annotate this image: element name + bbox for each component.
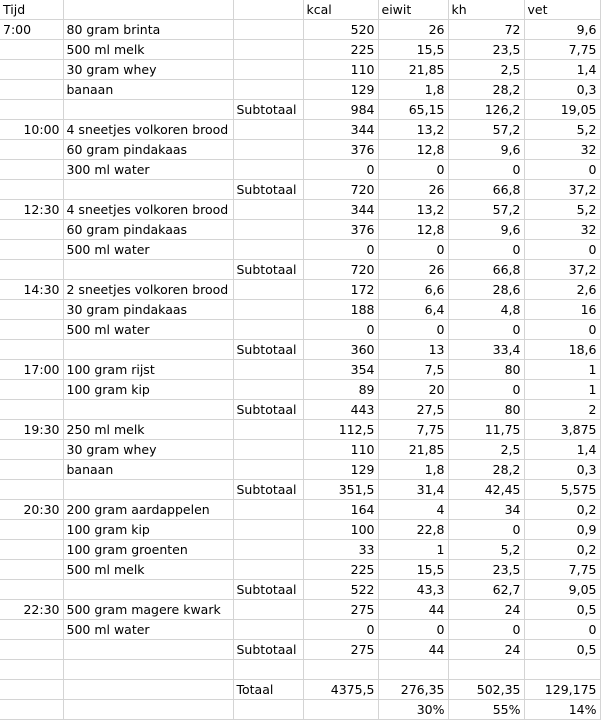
cell-label[interactable]: Subtotaal bbox=[233, 100, 303, 120]
cell-eiwit[interactable]: 12,8 bbox=[378, 220, 448, 240]
cell-item[interactable]: 500 ml melk bbox=[63, 40, 233, 60]
cell-kcal[interactable]: 0 bbox=[303, 620, 378, 640]
cell-label[interactable] bbox=[233, 460, 303, 480]
cell-label[interactable] bbox=[233, 200, 303, 220]
cell-time[interactable] bbox=[0, 180, 63, 200]
cell-item[interactable] bbox=[63, 400, 233, 420]
cell-item[interactable]: 100 gram kip bbox=[63, 380, 233, 400]
cell-item[interactable] bbox=[63, 580, 233, 600]
cell-label[interactable]: Subtotaal bbox=[233, 640, 303, 660]
table-row bbox=[0, 180, 600, 200]
cell-kcal[interactable]: 275 bbox=[303, 600, 378, 620]
cell-eiwit[interactable]: 7,75 bbox=[378, 420, 448, 440]
cell-kcal[interactable]: 443 bbox=[303, 400, 378, 420]
table-row bbox=[0, 220, 600, 240]
cell-kcal[interactable]: 225 bbox=[303, 560, 378, 580]
cell-kcal[interactable]: 0 bbox=[303, 160, 378, 180]
cell-kh[interactable]: 0 bbox=[448, 380, 524, 400]
cell-kh[interactable]: 80 bbox=[448, 360, 524, 380]
cell-kcal[interactable]: 188 bbox=[303, 300, 378, 320]
header-cell-label[interactable] bbox=[233, 0, 303, 20]
table-row bbox=[0, 600, 600, 620]
cell-kh[interactable]: 9,6 bbox=[448, 220, 524, 240]
cell-label[interactable] bbox=[233, 500, 303, 520]
cell-kh[interactable]: 28,2 bbox=[448, 80, 524, 100]
cell-item[interactable] bbox=[63, 180, 233, 200]
cell-item[interactable]: 500 ml melk bbox=[63, 560, 233, 580]
cell-kcal[interactable]: 354 bbox=[303, 360, 378, 380]
cell-kh[interactable]: 80 bbox=[448, 400, 524, 420]
cell-kh[interactable]: 66,8 bbox=[448, 260, 524, 280]
cell-kh[interactable]: 23,5 bbox=[448, 560, 524, 580]
cell-kh[interactable]: 9,6 bbox=[448, 140, 524, 160]
cell-kh[interactable] bbox=[448, 660, 524, 680]
cell-vet[interactable]: 5,2 bbox=[524, 120, 600, 140]
cell-vet[interactable]: 37,2 bbox=[524, 260, 600, 280]
cell-eiwit[interactable]: 0 bbox=[378, 620, 448, 640]
cell-kh[interactable]: 4,8 bbox=[448, 300, 524, 320]
cell-eiwit[interactable]: 26 bbox=[378, 20, 448, 40]
cell-kh[interactable]: 2,5 bbox=[448, 60, 524, 80]
table-row bbox=[0, 580, 600, 600]
cell-kcal[interactable]: 376 bbox=[303, 140, 378, 160]
cell-kh[interactable]: 24 bbox=[448, 640, 524, 660]
cell-kcal[interactable]: 172 bbox=[303, 280, 378, 300]
cell-eiwit[interactable]: 43,3 bbox=[378, 580, 448, 600]
cell-vet[interactable]: 18,6 bbox=[524, 340, 600, 360]
cell-vet[interactable]: 0 bbox=[524, 240, 600, 260]
cell-vet[interactable]: 1 bbox=[524, 360, 600, 380]
cell-eiwit[interactable]: 44 bbox=[378, 640, 448, 660]
table-row bbox=[0, 400, 600, 420]
cell-vet[interactable]: 0,2 bbox=[524, 500, 600, 520]
cell-time[interactable] bbox=[0, 260, 63, 280]
cell-kh[interactable]: 23,5 bbox=[448, 40, 524, 60]
cell-kcal[interactable]: 376 bbox=[303, 220, 378, 240]
cell-vet[interactable]: 1 bbox=[524, 380, 600, 400]
cell-time[interactable] bbox=[0, 640, 63, 660]
cell-label[interactable]: Subtotaal bbox=[233, 260, 303, 280]
table-row bbox=[0, 40, 600, 60]
cell-kh[interactable]: 57,2 bbox=[448, 120, 524, 140]
cell-vet[interactable]: 32 bbox=[524, 220, 600, 240]
cell-time[interactable] bbox=[0, 160, 63, 180]
cell-label[interactable] bbox=[233, 380, 303, 400]
cell-vet[interactable]: 9,6 bbox=[524, 20, 600, 40]
cell-kh[interactable]: 2,5 bbox=[448, 440, 524, 460]
cell-label[interactable] bbox=[233, 20, 303, 40]
cell-label[interactable] bbox=[233, 700, 303, 720]
cell-kcal[interactable]: 0 bbox=[303, 240, 378, 260]
cell-label[interactable] bbox=[233, 440, 303, 460]
cell-vet[interactable]: 0,5 bbox=[524, 640, 600, 660]
cell-kcal[interactable]: 522 bbox=[303, 580, 378, 600]
cell-kh[interactable]: 33,4 bbox=[448, 340, 524, 360]
table-row bbox=[0, 700, 600, 720]
cell-kcal[interactable]: 129 bbox=[303, 80, 378, 100]
table-row bbox=[0, 260, 600, 280]
cell-eiwit[interactable]: 20 bbox=[378, 380, 448, 400]
cell-time[interactable] bbox=[0, 100, 63, 120]
cell-label[interactable] bbox=[233, 220, 303, 240]
table-row bbox=[0, 540, 600, 560]
cell-eiwit[interactable]: 13 bbox=[378, 340, 448, 360]
cell-eiwit[interactable]: 31,4 bbox=[378, 480, 448, 500]
cell-time[interactable]: 7:00 bbox=[0, 20, 63, 40]
cell-kcal[interactable]: 225 bbox=[303, 40, 378, 60]
cell-time[interactable] bbox=[0, 220, 63, 240]
cell-kh[interactable]: 24 bbox=[448, 600, 524, 620]
cell-vet[interactable]: 2,6 bbox=[524, 280, 600, 300]
cell-label[interactable] bbox=[233, 420, 303, 440]
cell-kh[interactable]: 0 bbox=[448, 160, 524, 180]
cell-kcal[interactable] bbox=[303, 660, 378, 680]
cell-eiwit[interactable]: 1,8 bbox=[378, 80, 448, 100]
cell-eiwit[interactable]: 1,8 bbox=[378, 460, 448, 480]
cell-label[interactable]: Subtotaal bbox=[233, 400, 303, 420]
cell-label[interactable]: Totaal bbox=[233, 680, 303, 700]
cell-label[interactable] bbox=[233, 560, 303, 580]
table-row bbox=[0, 640, 600, 660]
cell-label[interactable] bbox=[233, 520, 303, 540]
cell-time[interactable] bbox=[0, 340, 63, 360]
cell-kh[interactable]: 66,8 bbox=[448, 180, 524, 200]
cell-kcal[interactable]: 0 bbox=[303, 320, 378, 340]
cell-label[interactable] bbox=[233, 140, 303, 160]
cell-eiwit[interactable]: 15,5 bbox=[378, 40, 448, 60]
cell-time[interactable]: 12:30 bbox=[0, 200, 63, 220]
cell-kcal[interactable]: 275 bbox=[303, 640, 378, 660]
cell-item[interactable]: banaan bbox=[63, 80, 233, 100]
cell-item[interactable]: 30 gram whey bbox=[63, 60, 233, 80]
cell-vet[interactable]: 7,75 bbox=[524, 40, 600, 60]
cell-time[interactable] bbox=[0, 540, 63, 560]
cell-vet[interactable]: 129,175 bbox=[524, 680, 600, 700]
cell-label[interactable] bbox=[233, 660, 303, 680]
cell-time[interactable] bbox=[0, 560, 63, 580]
cell-time[interactable] bbox=[0, 240, 63, 260]
cell-time[interactable]: 17:00 bbox=[0, 360, 63, 380]
cell-eiwit[interactable]: 13,2 bbox=[378, 120, 448, 140]
cell-label[interactable] bbox=[233, 120, 303, 140]
cell-vet[interactable]: 14% bbox=[524, 700, 600, 720]
cell-eiwit[interactable]: 65,15 bbox=[378, 100, 448, 120]
cell-kh[interactable]: 502,35 bbox=[448, 680, 524, 700]
cell-item[interactable]: 500 gram magere kwark bbox=[63, 600, 233, 620]
header-cell-vet[interactable]: vet bbox=[524, 0, 600, 20]
cell-eiwit[interactable]: 276,35 bbox=[378, 680, 448, 700]
table-row bbox=[0, 360, 600, 380]
cell-eiwit[interactable]: 12,8 bbox=[378, 140, 448, 160]
table-row bbox=[0, 660, 600, 680]
table-row bbox=[0, 340, 600, 360]
cell-kcal[interactable]: 720 bbox=[303, 180, 378, 200]
cell-kcal[interactable]: 89 bbox=[303, 380, 378, 400]
cell-vet[interactable]: 32 bbox=[524, 140, 600, 160]
cell-item[interactable]: 80 gram brinta bbox=[63, 20, 233, 40]
cell-label[interactable] bbox=[233, 300, 303, 320]
table-row bbox=[0, 460, 600, 480]
cell-vet[interactable]: 3,875 bbox=[524, 420, 600, 440]
cell-item[interactable]: 200 gram aardappelen bbox=[63, 500, 233, 520]
cell-label[interactable] bbox=[233, 620, 303, 640]
cell-time[interactable] bbox=[0, 60, 63, 80]
cell-time[interactable] bbox=[0, 300, 63, 320]
table-row bbox=[0, 480, 600, 500]
table-row bbox=[0, 620, 600, 640]
cell-eiwit[interactable]: 6,4 bbox=[378, 300, 448, 320]
cell-time[interactable]: 22:30 bbox=[0, 600, 63, 620]
cell-vet[interactable]: 0,3 bbox=[524, 80, 600, 100]
cell-kh[interactable]: 42,45 bbox=[448, 480, 524, 500]
cell-eiwit[interactable]: 21,85 bbox=[378, 440, 448, 460]
cell-kh[interactable]: 0 bbox=[448, 240, 524, 260]
table-row bbox=[0, 420, 600, 440]
cell-item[interactable] bbox=[63, 640, 233, 660]
cell-vet[interactable]: 0,9 bbox=[524, 520, 600, 540]
table-row bbox=[0, 320, 600, 340]
header-cell-item[interactable] bbox=[63, 0, 233, 20]
table-row bbox=[0, 560, 600, 580]
cell-label[interactable] bbox=[233, 80, 303, 100]
cell-vet[interactable]: 16 bbox=[524, 300, 600, 320]
cell-eiwit[interactable]: 26 bbox=[378, 260, 448, 280]
cell-time[interactable] bbox=[0, 520, 63, 540]
cell-eiwit[interactable]: 13,2 bbox=[378, 200, 448, 220]
cell-time[interactable] bbox=[0, 80, 63, 100]
cell-item[interactable]: 2 sneetjes volkoren brood bbox=[63, 280, 233, 300]
cell-kh[interactable]: 0 bbox=[448, 520, 524, 540]
table-row bbox=[0, 280, 600, 300]
cell-item[interactable]: 500 ml water bbox=[63, 320, 233, 340]
table-row bbox=[0, 300, 600, 320]
cell-label[interactable]: Subtotaal bbox=[233, 340, 303, 360]
cell-vet[interactable] bbox=[524, 660, 600, 680]
cell-vet[interactable]: 0 bbox=[524, 320, 600, 340]
cell-kcal[interactable]: 520 bbox=[303, 20, 378, 40]
cell-time[interactable] bbox=[0, 140, 63, 160]
cell-time[interactable] bbox=[0, 40, 63, 60]
table-row bbox=[0, 120, 600, 140]
cell-kcal[interactable]: 720 bbox=[303, 260, 378, 280]
cell-vet[interactable]: 5,575 bbox=[524, 480, 600, 500]
cell-item[interactable] bbox=[63, 260, 233, 280]
cell-vet[interactable]: 0 bbox=[524, 160, 600, 180]
table-row bbox=[0, 80, 600, 100]
table-row bbox=[0, 520, 600, 540]
cell-eiwit[interactable]: 26 bbox=[378, 180, 448, 200]
table-row bbox=[0, 680, 600, 700]
cell-kh[interactable]: 28,6 bbox=[448, 280, 524, 300]
cell-kcal[interactable]: 33 bbox=[303, 540, 378, 560]
table-row bbox=[0, 500, 600, 520]
cell-kh[interactable]: 55% bbox=[448, 700, 524, 720]
cell-time[interactable] bbox=[0, 660, 63, 680]
cell-vet[interactable]: 1,4 bbox=[524, 440, 600, 460]
table-row bbox=[0, 100, 600, 120]
cell-item[interactable] bbox=[63, 680, 233, 700]
cell-time[interactable] bbox=[0, 680, 63, 700]
cell-kcal[interactable] bbox=[303, 700, 378, 720]
cell-label[interactable] bbox=[233, 320, 303, 340]
cell-kcal[interactable]: 110 bbox=[303, 60, 378, 80]
header-cell-kh[interactable]: kh bbox=[448, 0, 524, 20]
cell-label[interactable]: Subtotaal bbox=[233, 580, 303, 600]
cell-label[interactable] bbox=[233, 240, 303, 260]
cell-time[interactable] bbox=[0, 440, 63, 460]
cell-label[interactable] bbox=[233, 280, 303, 300]
cell-kh[interactable]: 28,2 bbox=[448, 460, 524, 480]
header-cell-kcal[interactable]: kcal bbox=[303, 0, 378, 20]
cell-item[interactable] bbox=[63, 480, 233, 500]
cell-time[interactable]: 19:30 bbox=[0, 420, 63, 440]
cell-item[interactable]: 300 ml water bbox=[63, 160, 233, 180]
cell-time[interactable]: 20:30 bbox=[0, 500, 63, 520]
cell-item[interactable]: 30 gram whey bbox=[63, 440, 233, 460]
table-row bbox=[0, 60, 600, 80]
cell-kh[interactable]: 57,2 bbox=[448, 200, 524, 220]
cell-eiwit[interactable]: 4 bbox=[378, 500, 448, 520]
cell-vet[interactable]: 9,05 bbox=[524, 580, 600, 600]
cell-item[interactable]: 100 gram rijst bbox=[63, 360, 233, 380]
cell-kcal[interactable]: 360 bbox=[303, 340, 378, 360]
cell-kcal[interactable]: 110 bbox=[303, 440, 378, 460]
cell-vet[interactable]: 5,2 bbox=[524, 200, 600, 220]
cell-time[interactable] bbox=[0, 620, 63, 640]
table-row bbox=[0, 440, 600, 460]
cell-time[interactable] bbox=[0, 580, 63, 600]
cell-kcal[interactable]: 164 bbox=[303, 500, 378, 520]
table-row bbox=[0, 240, 600, 260]
cell-vet[interactable]: 0,5 bbox=[524, 600, 600, 620]
table-row bbox=[0, 380, 600, 400]
cell-item[interactable] bbox=[63, 340, 233, 360]
cell-time[interactable] bbox=[0, 380, 63, 400]
cell-item[interactable]: 250 ml melk bbox=[63, 420, 233, 440]
cell-kh[interactable]: 0 bbox=[448, 320, 524, 340]
cell-vet[interactable]: 1,4 bbox=[524, 60, 600, 80]
cell-label[interactable] bbox=[233, 540, 303, 560]
cell-label[interactable] bbox=[233, 40, 303, 60]
cell-item[interactable]: 4 sneetjes volkoren brood bbox=[63, 200, 233, 220]
cell-eiwit[interactable]: 44 bbox=[378, 600, 448, 620]
cell-kcal[interactable]: 344 bbox=[303, 200, 378, 220]
cell-kcal[interactable]: 4375,5 bbox=[303, 680, 378, 700]
cell-kcal[interactable]: 344 bbox=[303, 120, 378, 140]
cell-eiwit[interactable]: 27,5 bbox=[378, 400, 448, 420]
cell-time[interactable] bbox=[0, 700, 63, 720]
cell-vet[interactable]: 37,2 bbox=[524, 180, 600, 200]
cell-item[interactable]: 100 gram kip bbox=[63, 520, 233, 540]
cell-kh[interactable]: 5,2 bbox=[448, 540, 524, 560]
cell-kh[interactable]: 62,7 bbox=[448, 580, 524, 600]
cell-item[interactable]: 500 ml water bbox=[63, 620, 233, 640]
cell-item[interactable] bbox=[63, 700, 233, 720]
table-row bbox=[0, 140, 600, 160]
cell-eiwit[interactable]: 0 bbox=[378, 240, 448, 260]
cell-item[interactable]: 60 gram pindakaas bbox=[63, 220, 233, 240]
cell-eiwit[interactable]: 0 bbox=[378, 160, 448, 180]
cell-eiwit[interactable]: 22,8 bbox=[378, 520, 448, 540]
cell-eiwit[interactable] bbox=[378, 660, 448, 680]
cell-label[interactable] bbox=[233, 360, 303, 380]
cell-kh[interactable]: 34 bbox=[448, 500, 524, 520]
cell-eiwit[interactable]: 21,85 bbox=[378, 60, 448, 80]
cell-vet[interactable]: 19,05 bbox=[524, 100, 600, 120]
cell-label[interactable] bbox=[233, 600, 303, 620]
cell-eiwit[interactable]: 0 bbox=[378, 320, 448, 340]
cell-time[interactable] bbox=[0, 460, 63, 480]
cell-item[interactable] bbox=[63, 100, 233, 120]
cell-vet[interactable]: 0,3 bbox=[524, 460, 600, 480]
cell-eiwit[interactable]: 6,6 bbox=[378, 280, 448, 300]
cell-time[interactable] bbox=[0, 320, 63, 340]
cell-kh[interactable]: 11,75 bbox=[448, 420, 524, 440]
cell-vet[interactable]: 0 bbox=[524, 620, 600, 640]
cell-item[interactable]: 100 gram groenten bbox=[63, 540, 233, 560]
cell-eiwit[interactable]: 7,5 bbox=[378, 360, 448, 380]
cell-label[interactable]: Subtotaal bbox=[233, 480, 303, 500]
cell-time[interactable] bbox=[0, 400, 63, 420]
header-cell-time[interactable]: Tijd bbox=[0, 0, 63, 20]
cell-kcal[interactable]: 100 bbox=[303, 520, 378, 540]
cell-time[interactable] bbox=[0, 480, 63, 500]
cell-vet[interactable]: 2 bbox=[524, 400, 600, 420]
cell-item[interactable]: 60 gram pindakaas bbox=[63, 140, 233, 160]
header-cell-eiwit[interactable]: eiwit bbox=[378, 0, 448, 20]
cell-item[interactable] bbox=[63, 660, 233, 680]
cell-item[interactable]: banaan bbox=[63, 460, 233, 480]
cell-kcal[interactable]: 129 bbox=[303, 460, 378, 480]
cell-kcal[interactable]: 351,5 bbox=[303, 480, 378, 500]
table-row bbox=[0, 200, 600, 220]
cell-label[interactable] bbox=[233, 60, 303, 80]
header-row bbox=[0, 0, 600, 20]
cell-kh[interactable]: 0 bbox=[448, 620, 524, 640]
cell-kh[interactable]: 72 bbox=[448, 20, 524, 40]
cell-time[interactable]: 10:00 bbox=[0, 120, 63, 140]
cell-item[interactable]: 30 gram pindakaas bbox=[63, 300, 233, 320]
cell-time[interactable]: 14:30 bbox=[0, 280, 63, 300]
cell-label[interactable]: Subtotaal bbox=[233, 180, 303, 200]
cell-kcal[interactable]: 112,5 bbox=[303, 420, 378, 440]
cell-eiwit[interactable]: 1 bbox=[378, 540, 448, 560]
cell-item[interactable]: 500 ml water bbox=[63, 240, 233, 260]
table-row bbox=[0, 20, 600, 40]
cell-eiwit[interactable]: 15,5 bbox=[378, 560, 448, 580]
cell-label[interactable] bbox=[233, 160, 303, 180]
table-row bbox=[0, 160, 600, 180]
cell-kh[interactable]: 126,2 bbox=[448, 100, 524, 120]
cell-kcal[interactable]: 984 bbox=[303, 100, 378, 120]
cell-eiwit[interactable]: 30% bbox=[378, 700, 448, 720]
cell-item[interactable]: 4 sneetjes volkoren brood bbox=[63, 120, 233, 140]
cell-vet[interactable]: 7,75 bbox=[524, 560, 600, 580]
cell-vet[interactable]: 0,2 bbox=[524, 540, 600, 560]
